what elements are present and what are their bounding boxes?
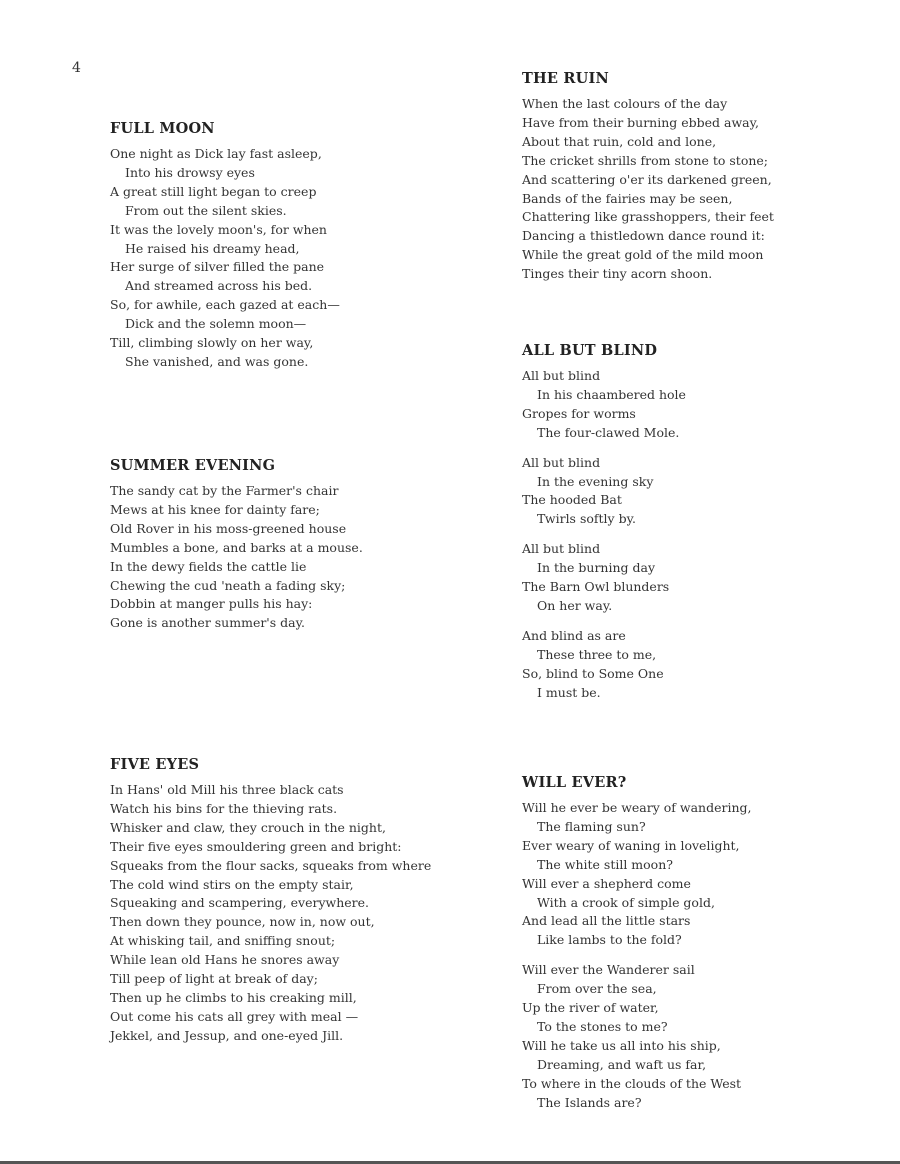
poem-line: Twirls softly by.: [537, 511, 636, 527]
stanza: [522, 799, 751, 950]
poem-line: To the stones to me?: [537, 1018, 668, 1034]
poem-line: Dobbin at manger pulls his hay:: [110, 596, 313, 612]
poem-line: While lean old Hans he snores away: [110, 952, 340, 968]
poem-line: And blind as are: [522, 627, 626, 643]
poem-line: All but blind: [522, 541, 601, 557]
poem-line: Jekkel, and Jessup, and one-eyed Jill.: [110, 1027, 344, 1043]
poem-line: The Islands are?: [537, 1094, 642, 1110]
poem-line: It was the lovely moon's, for when: [110, 221, 327, 237]
poem-line: And scattering o'er its darkened green,: [522, 171, 772, 187]
poem-title: WILL EVER?: [522, 774, 627, 791]
poem-line: Up the river of water,: [522, 1000, 659, 1016]
poem-line: While the great gold of the mild moon: [522, 247, 764, 263]
stanza: [522, 540, 686, 616]
poem-title: THE RUIN: [522, 70, 609, 87]
poem-line: Into his drowsy eyes: [125, 164, 255, 180]
poem-line: The Barn Owl blunders: [522, 579, 670, 595]
poem-line: Bands of the fairies may be seen,: [522, 190, 733, 206]
poem-line: Dreaming, and waft us far,: [537, 1056, 707, 1072]
poem-line: Till, climbing slowly on her way,: [110, 335, 314, 351]
poem-line: The four-clawed Mole.: [537, 424, 680, 440]
poem-line: Her surge of silver filled the pane: [110, 259, 325, 275]
poem-line: When the last colours of the day: [522, 96, 728, 111]
poem-line: Gropes for worms: [522, 405, 636, 421]
poem-line: Squeaks from the flour sacks, squeaks from where: [110, 857, 432, 873]
poem-line: A great still light began to creep: [110, 183, 317, 199]
poem-line: Gone is another summer's day.: [110, 615, 305, 631]
poem-line: Squeaking and scampering, everywhere.: [110, 895, 370, 911]
poem-line: From out the silent skies.: [125, 202, 287, 218]
poem-line: Their five eyes smouldering green and bright:: [110, 838, 402, 854]
poem-title: FULL MOON: [110, 120, 215, 137]
poem-summer-evening: [110, 457, 363, 644]
stanza: [522, 367, 686, 443]
stanza: [110, 482, 363, 633]
poem-line: Watch his bins for the thieving rats.: [110, 800, 338, 816]
poem-line: Like lambs to the fold?: [537, 932, 682, 948]
poem-line: Whisker and claw, they crouch in the night,: [110, 819, 386, 835]
poem-line: Then down they pounce, now in, now out,: [110, 914, 375, 930]
poem-line: To where in the clouds of the West: [522, 1075, 742, 1091]
poem-line: I must be.: [537, 684, 601, 700]
poem-line: Old Rover in his moss-greened house: [110, 520, 347, 536]
poem-line: The cricket shrills from stone to stone;: [522, 152, 769, 168]
poem-line: Will he ever be weary of wandering,: [522, 800, 752, 815]
poem-line: The white still moon?: [537, 856, 673, 872]
poem-line: Have from their burning ebbed away,: [522, 114, 760, 130]
poem-full-moon: [110, 120, 340, 383]
poem-line: On her way.: [537, 597, 613, 613]
stanza: [522, 961, 751, 1112]
poem-line: Chattering like grasshoppers, their feet: [522, 209, 774, 225]
poem-line: The cold wind stirs on the empty stair,: [110, 876, 354, 892]
stanza: [110, 781, 431, 1046]
poem-line: Will he take us all into his ship,: [522, 1037, 721, 1053]
poem-line: Will ever a shepherd come: [522, 875, 691, 891]
poem-line: From over the sea,: [537, 981, 657, 997]
poem-line: The sandy cat by the Farmer's chair: [110, 483, 339, 498]
poem-line: All but blind: [522, 454, 601, 470]
poem-title: SUMMER EVENING: [110, 457, 276, 474]
poem-line: Out come his cats all grey with meal —: [110, 1008, 359, 1024]
poem-line: Mumbles a bone, and barks at a mouse.: [110, 539, 363, 555]
poem-line: She vanished, and was gone.: [125, 353, 309, 369]
poem-line: Mews at his knee for dainty fare;: [110, 501, 320, 517]
poem-line: Will ever the Wanderer sail: [522, 962, 695, 978]
poem-line: So, blind to Some One: [522, 665, 664, 681]
poem-line: One night as Dick lay fast asleep,: [110, 146, 322, 161]
poem-all-but-blind: [522, 342, 686, 714]
stanza: [522, 627, 686, 703]
poem-line: Then up he climbs to his creaking mill,: [110, 989, 357, 1005]
page-number: 4: [72, 60, 81, 76]
poem-line: At whisking tail, and sniffing snout;: [110, 933, 336, 949]
poem-line: Till peep of light at break of day;: [110, 971, 318, 987]
poem-line: In the evening sky: [537, 473, 654, 489]
poem-line: Ever weary of waning in lovelight,: [522, 837, 740, 853]
poem-line: These three to me,: [537, 646, 657, 662]
poem-line: The hooded Bat: [522, 492, 622, 508]
poem-will-ever: [522, 774, 751, 1124]
poem-line: And streamed across his bed.: [125, 278, 313, 294]
poem-line: Dick and the solemn moon—: [125, 316, 307, 332]
poem-line: He raised his dreamy head,: [125, 240, 300, 256]
poem-line: About that ruin, cold and lone,: [522, 133, 717, 149]
poem-line: In Hans' old Mill his three black cats: [110, 782, 344, 797]
poem-line: All but blind: [522, 368, 601, 383]
poem-line: With a crook of simple gold,: [537, 894, 715, 910]
poem-line: The flaming sun?: [537, 818, 646, 834]
stanza: [110, 145, 340, 372]
poem-title: ALL BUT BLIND: [522, 342, 658, 359]
poem-line: In the dewy fields the cattle lie: [110, 558, 307, 574]
poem-title: FIVE EYES: [110, 756, 200, 773]
poem-line: Chewing the cud 'neath a fading sky;: [110, 577, 346, 593]
stanza: [522, 454, 686, 530]
poem-line: Tinges their tiny acorn shoon.: [522, 266, 713, 282]
poem-line: Dancing a thistledown dance round it:: [522, 228, 765, 244]
poem-line: So, for awhile, each gazed at each—: [110, 297, 340, 313]
poem-five-eyes: [110, 756, 431, 1057]
poem-line: In his chaambered hole: [537, 386, 686, 402]
poem-line: And lead all the little stars: [522, 913, 691, 929]
stanza: [522, 95, 774, 284]
poem-the-ruin: [522, 70, 774, 295]
poem-line: In the burning day: [537, 560, 656, 576]
